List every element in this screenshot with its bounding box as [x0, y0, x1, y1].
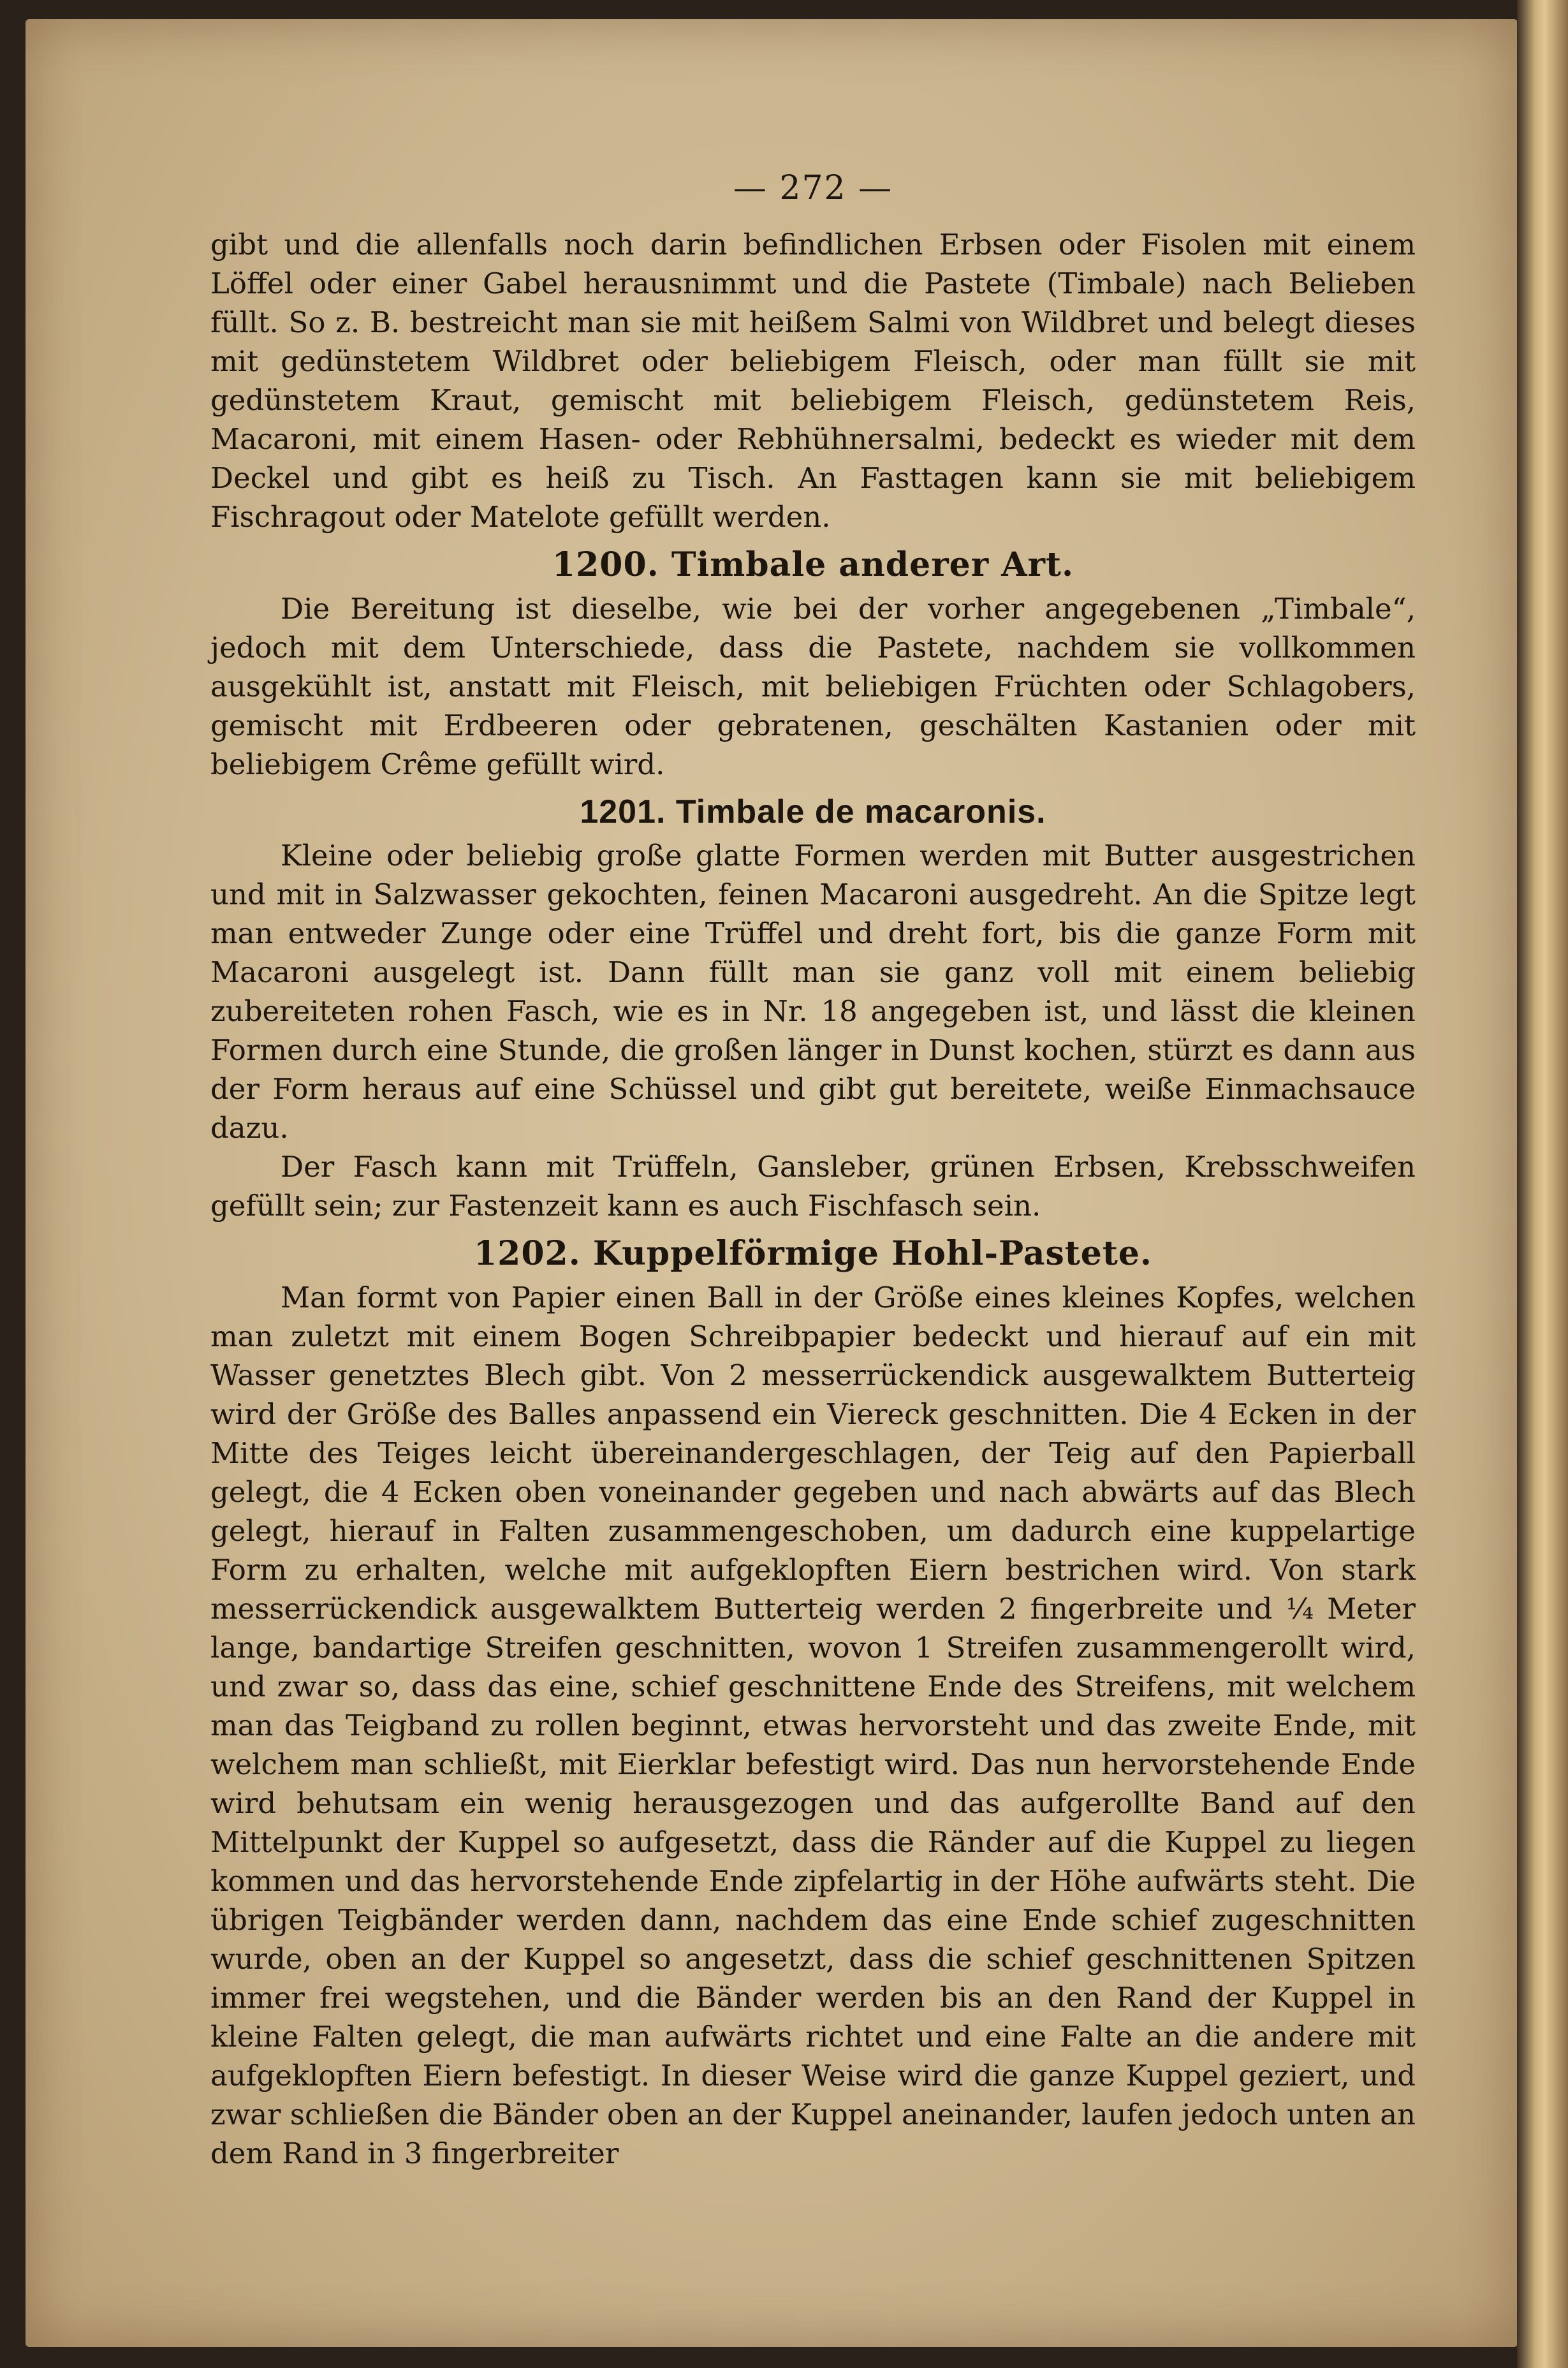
paragraph: Man formt von Papier einen Ball in der Größe eines kleines Kopfes, welchen man zuletzt mit einem Bogen Schreibpapier bedeckt und hierauf auf ein mit Wasser genetztes Blech gibt. Von 2 messerrückendick ausgewalktem Butterteig wird der Größe des Balles anpassend ein Viereck geschnitten. Die 4 Ecken in der Mitte des Teiges leicht übereinandergeschlagen, der Teig auf den Papierball gelegt, die 4 Ecken oben voneinander gegeben und nach abwärts auf das Blech gelegt, hierauf in Falten zusammengeschoben, um dadurch eine kuppelartige Form zu erhalten, welche mit aufgeklopften Eiern bestrichen wird. Von stark messerrückendick ausgewalktem Butterteig werden 2 fingerbreite und ¼ Meter lange, bandartige Streifen geschnitten, wovon 1 Streifen zusammengerollt wird, und zwar so, dass das eine, schief geschnittene Ende des Streifens, mit welchem man das Teigband zu rollen beginnt, etwas hervorsteht und das zweite Ende, mit welchem man schließt, mit Eierklar befestigt wird. Das nun hervorstehende Ende wird behutsam ein wenig herausgezogen und das aufgerollte Band auf den Mittelpunkt der Kuppel so aufgesetzt, dass die Ränder auf die Kuppel zu liegen kommen und das hervorstehende Ende zipfelartig in der Höhe aufwärts steht. Die übrigen Teigbänder werden dann, nachdem das eine Ende schief zugeschnitten wurde, oben an der Kuppel so angesetzt, dass die schief geschnittenen Spitzen immer frei wegstehen, und die Bänder werden bis an den Rand der Kuppel in kleine Falten gelegt, die man aufwärts richtet und eine Falte an die andere mit aufgeklopften Eiern befestigt. In dieser Weise wird die ganze Kuppel geziert, und zwar schließen die Bänder oben an der Kuppel aneinander, laufen jedoch unten an dem Rand in 3 fingerbreiter [210, 1281, 1416, 2170]
page-number: — 272 — [733, 169, 893, 207]
paragraph: Kleine oder beliebig große glatte Formen werden mit Butter ausgestrichen und mit in Salzwasser gekochten, feinen Macaroni ausgedreht. An die Spitze legt man entweder Zunge oder eine Trüffel und dreht fort, bis die ganze Form mit Macaroni ausgelegt ist. Dann füllt man sie ganz voll mit einem beliebig zubereiteten rohen Fasch, wie es in Nr. 18 angegeben ist, und lässt die kleinen Formen durch eine Stunde, die großen länger in Dunst kochen, stürzt es dann aus der Form heraus auf eine Schüssel und gibt gut bereitete, weiße Einmachsauce dazu. [210, 839, 1416, 1145]
paragraph: Der Fasch kann mit Trüffeln, Gansleber, grünen Erbsen, Krebsschweifen gefüllt sein; zur Fastenzeit kann es auch Fischfasch sein. [210, 1150, 1416, 1223]
recipe-heading: 1202. Kuppelförmige Hohl-Pastete. [473, 1234, 1153, 1273]
page-edge [1517, 0, 1568, 2368]
recipe-heading: 1201. Timbale de macaronis. [580, 793, 1046, 830]
recipe-heading: 1200. Timbale anderer Art. [552, 545, 1074, 584]
paragraph: gibt und die allenfalls noch darin befindlichen Erbsen oder Fisolen mit einem Löffel oder einer Gabel herausnimmt und die Pastete (Timbale) nach Belieben füllt. So z. B. bestreicht man sie mit heißem Salmi von Wildbret und belegt dieses mit gedünstetem Wildbret oder beliebigem Fleisch, oder man füllt sie mit gedünstetem Kraut, gemischt mit beliebigem Fleisch, gedünstetem Reis, Macaroni, mit einem Hasen- oder Rebhühnersalmi, bedeckt es wieder mit dem Deckel und gibt es heiß zu Tisch. An Fasttagen kann sie mit beliebigem Fischragout oder Matelote gefüllt werden. [210, 228, 1416, 534]
page-text [210, 147, 1416, 2173]
paragraph: Die Bereitung ist dieselbe, wie bei der vorher angegebenen „Timbale“, jedoch mit dem Unterschiede, dass die Pastete, nachdem sie vollkommen ausgekühlt ist, anstatt mit Fleisch, mit beliebigen Früchten oder Schlagobers, gemischt mit Erdbeeren oder gebratenen, geschälten Kastanien oder mit beliebigem Crême gefüllt wird. [210, 592, 1416, 781]
text-blocks [210, 225, 1416, 2173]
